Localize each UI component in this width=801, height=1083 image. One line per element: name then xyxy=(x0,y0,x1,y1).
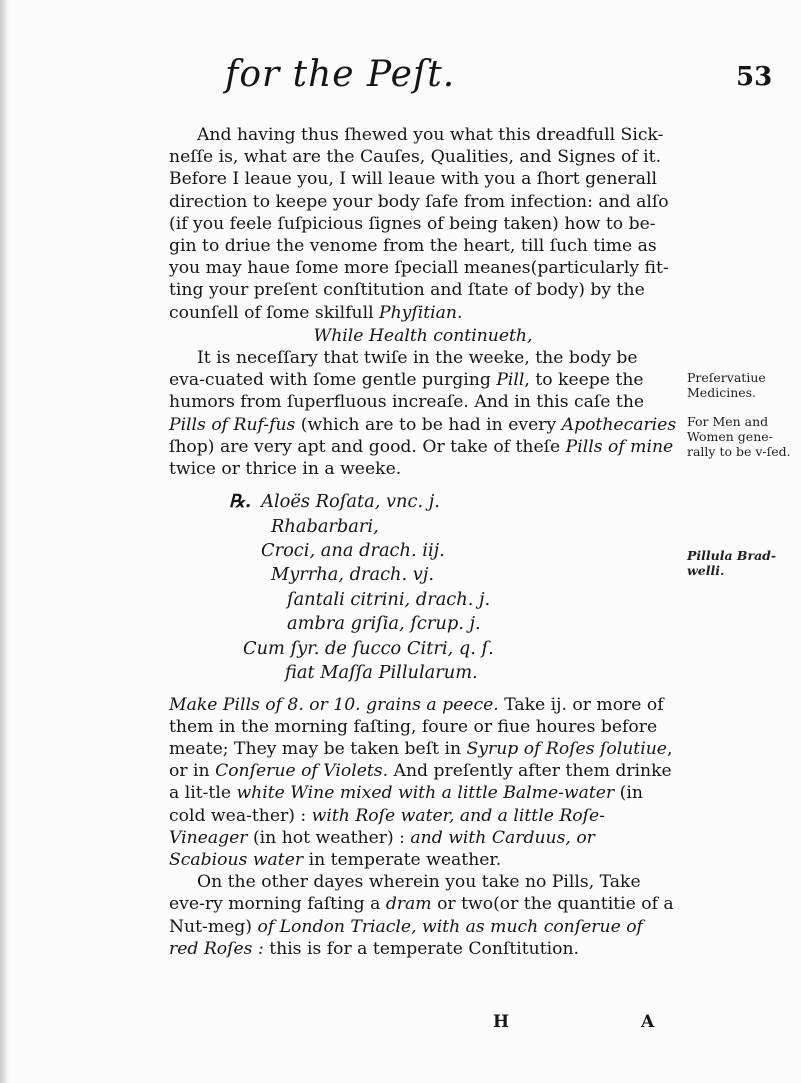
italic-run: Pills of mine xyxy=(565,436,674,457)
italic-run: Pill xyxy=(496,370,525,391)
physitian-word: Phyſitian. xyxy=(379,302,463,323)
text-run: (in hot weather) : xyxy=(247,827,411,848)
recipe-block xyxy=(169,490,677,685)
paragraph-intro xyxy=(169,124,677,324)
recipe-line: ſantali citrini, drach. j. xyxy=(287,588,491,610)
signature-mark: H xyxy=(493,1012,510,1032)
running-head: for the Peſt. xyxy=(225,54,456,95)
paragraph-dosage xyxy=(169,694,677,872)
main-text xyxy=(169,124,677,960)
recipe-line: Rhabarbari, xyxy=(271,515,379,537)
catchword: A xyxy=(641,1012,655,1032)
italic-run: Apothecaries xyxy=(561,414,677,435)
text-run: , or in xyxy=(169,738,673,782)
recipe-line: Croci, ana drach. iij. xyxy=(261,540,445,562)
recipe-line: Cum ſyr. de ſucco Citri, q. ſ. xyxy=(243,637,494,659)
spine-shadow xyxy=(1,0,9,1083)
italic-run: white Wine mixed with a little Balme-water xyxy=(236,783,615,804)
italic-run: with Roſe water, and a little Roſe-Vineager xyxy=(169,805,605,848)
margin-note-preservative: Preſervatiue Medicines. xyxy=(687,370,766,400)
margin-note-general-use: For Men and Women gene-rally to be v-ſed. xyxy=(687,414,791,459)
paragraph-other-days xyxy=(169,871,677,960)
text-run: twice or thrice in a weeke. xyxy=(169,459,402,480)
text-run: or two(or the quantitie of a Nut-meg) xyxy=(169,894,674,937)
italic-run: and with Carduus, or Scabious water xyxy=(169,827,595,870)
text-run: (which are to be had in every xyxy=(295,414,562,435)
paragraph-purging xyxy=(169,347,677,480)
text-run: And preſently after them drinke a lit-tle xyxy=(169,761,672,804)
recipe-line: Myrrha, drach. vj. xyxy=(271,564,435,586)
margin-note-pillula: Pillula Brad-welli. xyxy=(687,548,777,578)
recipe-line xyxy=(229,490,677,514)
page-number: 53 xyxy=(736,62,773,92)
recipe-line: fiat Maſſa Pillularum. xyxy=(285,662,478,684)
recipe-line: ambra griſia, ſcrup. j. xyxy=(287,613,481,635)
italic-run: Make Pills of 8. or 10. grains a peece. xyxy=(169,694,499,715)
text-run: It is neceſſary that twiſe in the weeke, the body be eva-cuated with ſome gentle purging xyxy=(169,348,638,391)
text-run: this is for a temperate Conſtitution. xyxy=(263,938,579,959)
italic-run: of London Triacle, with as much conſerue of red Roſes : xyxy=(169,916,643,959)
paragraph-intro-text: And having thus ſhewed you what this dreadfull Sick-neſſe is, what are the Cauſes, Qualities, and Signes of it. Before I leaue you, I will leaue with you a ſhort generall direction to keepe your body ſafe from infection: and alſo (if you feele ſuſpicious ſignes of being taken) how to be-gin to driue the venome from the heart, till ſuch time as you may haue ſome more ſpeciall meanes(particularly fit-ting your preſent conſtitution and ſtate of body) by the counſell of ſome skilfull xyxy=(169,125,669,323)
text-run: (in cold wea-ther) : xyxy=(169,783,643,826)
text-run: On the other dayes wherein you take no Pills, Take eve-ry morning faſting a xyxy=(169,872,641,915)
text-run: ſhop) are very apt and good. Or take of theſe xyxy=(169,436,566,457)
italic-run: Pills of Ruf-fus xyxy=(169,414,296,435)
italic-run: dram xyxy=(385,894,432,915)
page-header xyxy=(1,50,801,100)
text-run: in temperate weather. xyxy=(303,849,502,870)
recipe-symbol: ℞. xyxy=(229,491,252,513)
section-heading: While Health continueth, xyxy=(313,325,533,346)
recipe-ingredient: Aloës Roſata, vnc. j. xyxy=(261,491,440,513)
text-run: , to keepe the humors from ſuperfluous increaſe. And in this caſe the xyxy=(169,370,645,413)
italic-run: Conſerue of Violets. xyxy=(215,761,389,782)
italic-run: Syrup of Roſes ſolutiue xyxy=(466,738,667,759)
page-footer xyxy=(1,1012,801,1036)
text-run: Take ij. or more of them in the morning faſting, foure or fiue houres before meate; They may be taken beſt in xyxy=(169,694,664,759)
